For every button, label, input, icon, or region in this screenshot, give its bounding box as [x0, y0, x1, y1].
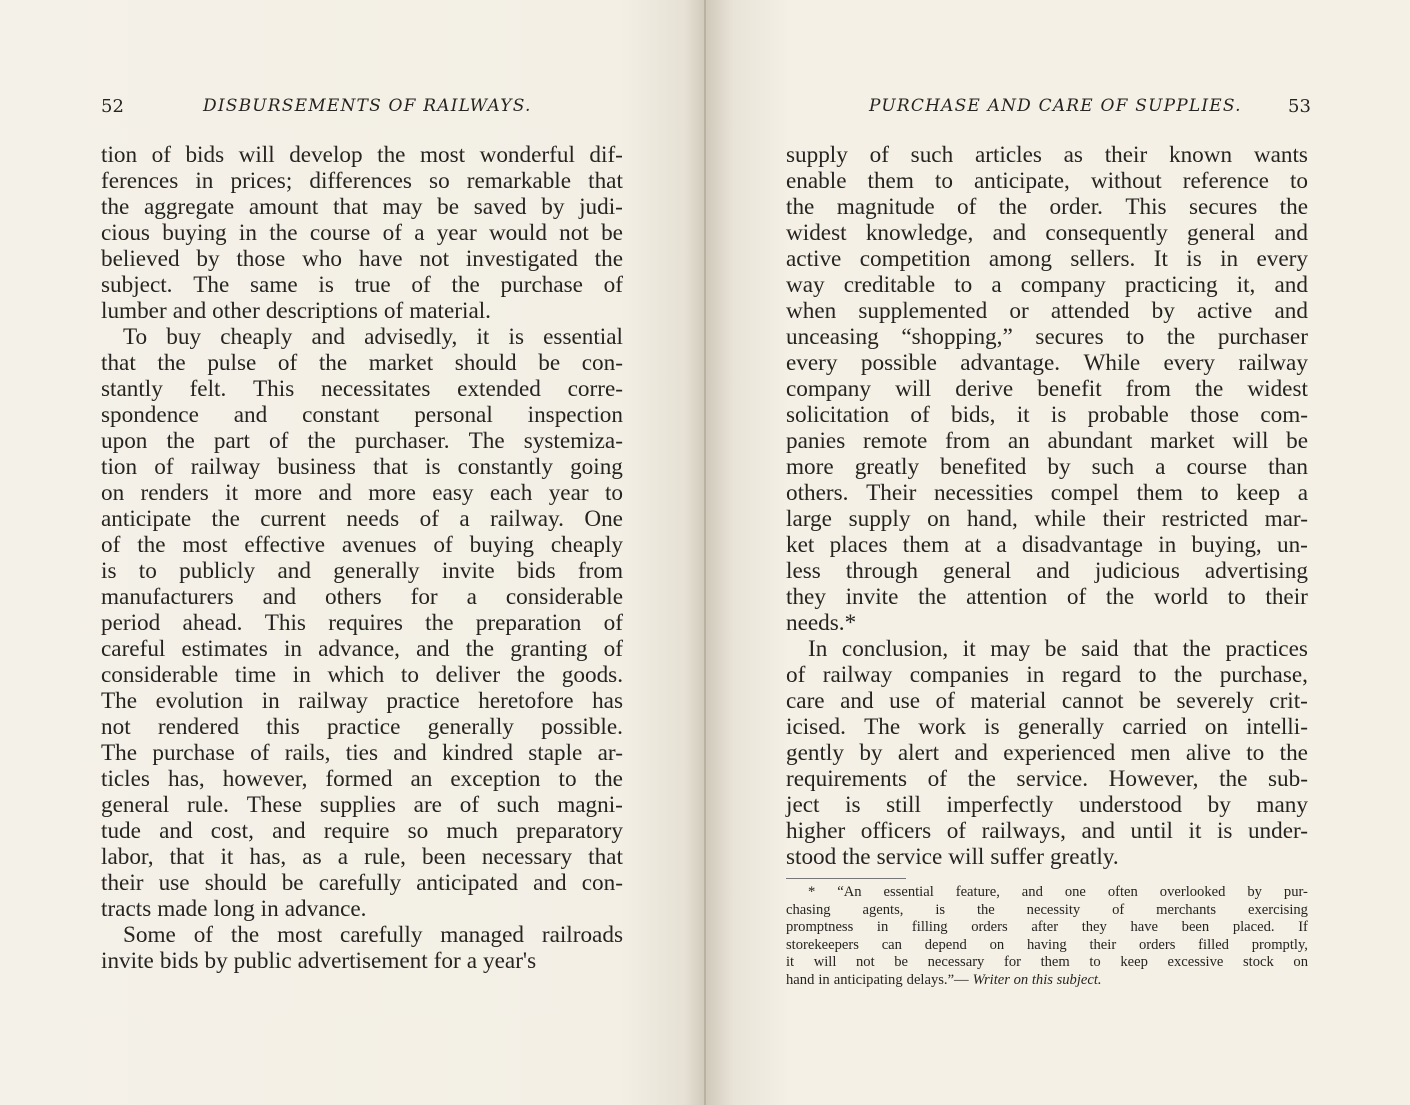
page-number-left: 52 — [101, 96, 124, 117]
footnote-line: * “An essential feature, and one often overlooked by pur- — [808, 884, 1308, 900]
text-line: care and use of material cannot be severely crit- — [786, 688, 1308, 714]
text-line: every possible advantage. While every railway — [786, 350, 1308, 376]
text-line: requirements of the service. However, the sub- — [786, 766, 1308, 792]
text-line: more greatly benefited by such a course than — [786, 454, 1308, 480]
text-line: general rule. These supplies are of such magni- — [101, 792, 623, 818]
text-line: ket places them at a disadvantage in buying, un- — [786, 532, 1308, 558]
text-line: To buy cheaply and advisedly, it is essential — [123, 324, 623, 350]
text-line: stantly felt. This necessitates extended corre- — [101, 376, 623, 402]
text-line: their use should be carefully anticipated and con- — [101, 870, 623, 896]
text-line: the magnitude of the order. This secures the — [786, 194, 1308, 220]
text-line: Some of the most carefully managed railroads — [123, 922, 623, 948]
text-line: unceasing “shopping,” secures to the purchaser — [786, 324, 1308, 350]
text-line: they invite the attention of the world to their — [786, 584, 1308, 610]
footnote-line: chasing agents, is the necessity of merchants exercising — [786, 901, 1308, 918]
text-line: icised. The work is generally carried on intelli- — [786, 714, 1308, 740]
text-line: panies remote from an abundant market will be — [786, 428, 1308, 454]
text-line: not rendered this practice generally possible. — [101, 714, 623, 740]
text-line: stood the service will suffer greatly. — [786, 844, 1119, 870]
text-line: invite bids by public advertisement for a year's — [101, 948, 537, 974]
text-line: way creditable to a company practicing it, and — [786, 272, 1308, 298]
text-line: less through general and judicious advertising — [786, 558, 1308, 584]
text-line: needs.* — [786, 610, 857, 636]
text-line: The evolution in railway practice heretofore has — [101, 688, 623, 714]
text-line: upon the part of the purchaser. The systemiza- — [101, 428, 623, 454]
right-body-text — [786, 142, 1308, 870]
footnote-line: hand in anticipating delays.”— Writer on this subject. — [786, 971, 1102, 988]
text-line: is to publicly and generally invite bids from — [101, 558, 623, 584]
footnote-line: promptness in filling orders after they have been placed. If — [786, 919, 1308, 935]
text-line: tracts made long in advance. — [101, 896, 367, 922]
text-line: tude and cost, and require so much preparatory — [101, 818, 623, 844]
text-line: widest knowledge, and consequently general and — [786, 220, 1308, 246]
right-page — [706, 0, 1410, 1105]
text-line: In conclusion, it may be said that the practices — [808, 636, 1308, 662]
text-line: others. Their necessities compel them to keep a — [786, 480, 1308, 506]
text-line: active competition among sellers. It is in every — [786, 246, 1308, 272]
text-line: ferences in prices; differences so remarkable that — [101, 168, 623, 194]
text-line: spondence and constant personal inspection — [101, 402, 623, 428]
text-line: of the most effective avenues of buying cheaply — [101, 532, 623, 558]
footnote-line: it will not be necessary for them to keep excessive stock on — [786, 954, 1308, 970]
text-line: careful estimates in advance, and the granting of — [101, 636, 623, 662]
text-line: lumber and other descriptions of material. — [101, 298, 491, 324]
text-line: large supply on hand, while their restricted mar- — [786, 506, 1308, 532]
text-line: enable them to anticipate, without reference to — [786, 168, 1308, 194]
text-line: labor, that it has, as a rule, been necessary that — [101, 844, 623, 870]
text-line: solicitation of bids, it is probable those com- — [786, 402, 1308, 428]
footnote-attribution: Writer on this subject. — [972, 971, 1102, 988]
text-line: when supplemented or attended by active and — [786, 298, 1308, 324]
text-line: period ahead. This requires the preparation of — [101, 610, 623, 636]
footnote-rule — [786, 878, 906, 879]
text-line: ticles has, however, formed an exception to the — [101, 766, 623, 792]
text-line: the aggregate amount that may be saved by judi- — [101, 194, 623, 220]
text-line: manufacturers and others for a considerable — [101, 584, 623, 610]
left-body-text — [101, 142, 623, 974]
page-number-right: 53 — [1288, 96, 1311, 117]
text-line: The purchase of rails, ties and kindred staple ar- — [101, 740, 623, 766]
text-line: higher officers of railways, and until it is under- — [786, 818, 1308, 844]
footnote-line: storekeepers can depend on having their orders filled promptly, — [786, 936, 1308, 953]
footnote — [786, 884, 1308, 989]
text-line: believed by those who have not investigated the — [101, 246, 623, 272]
running-head-right: PURCHASE AND CARE OF SUPPLIES. — [869, 96, 1242, 116]
text-line: supply of such articles as their known wants — [786, 142, 1308, 168]
text-line: tion of bids will develop the most wonderful dif- — [101, 142, 623, 168]
text-line: subject. The same is true of the purchase of — [101, 272, 623, 298]
text-line: on renders it more and more easy each year to — [101, 480, 623, 506]
text-line: tion of railway business that is constantly going — [101, 454, 623, 480]
text-line: of railway companies in regard to the purchase, — [786, 662, 1308, 688]
text-line: gently by alert and experienced men alive to the — [786, 740, 1308, 766]
text-line: that the pulse of the market should be con- — [101, 350, 623, 376]
text-line: anticipate the current needs of a railway. One — [101, 506, 623, 532]
text-line: considerable time in which to deliver the goods. — [101, 662, 623, 688]
text-line: ject is still imperfectly understood by many — [786, 792, 1308, 818]
running-head-left: DISBURSEMENTS OF RAILWAYS. — [203, 96, 532, 116]
text-line: cious buying in the course of a year would not be — [101, 220, 623, 246]
text-line: company will derive benefit from the widest — [786, 376, 1308, 402]
